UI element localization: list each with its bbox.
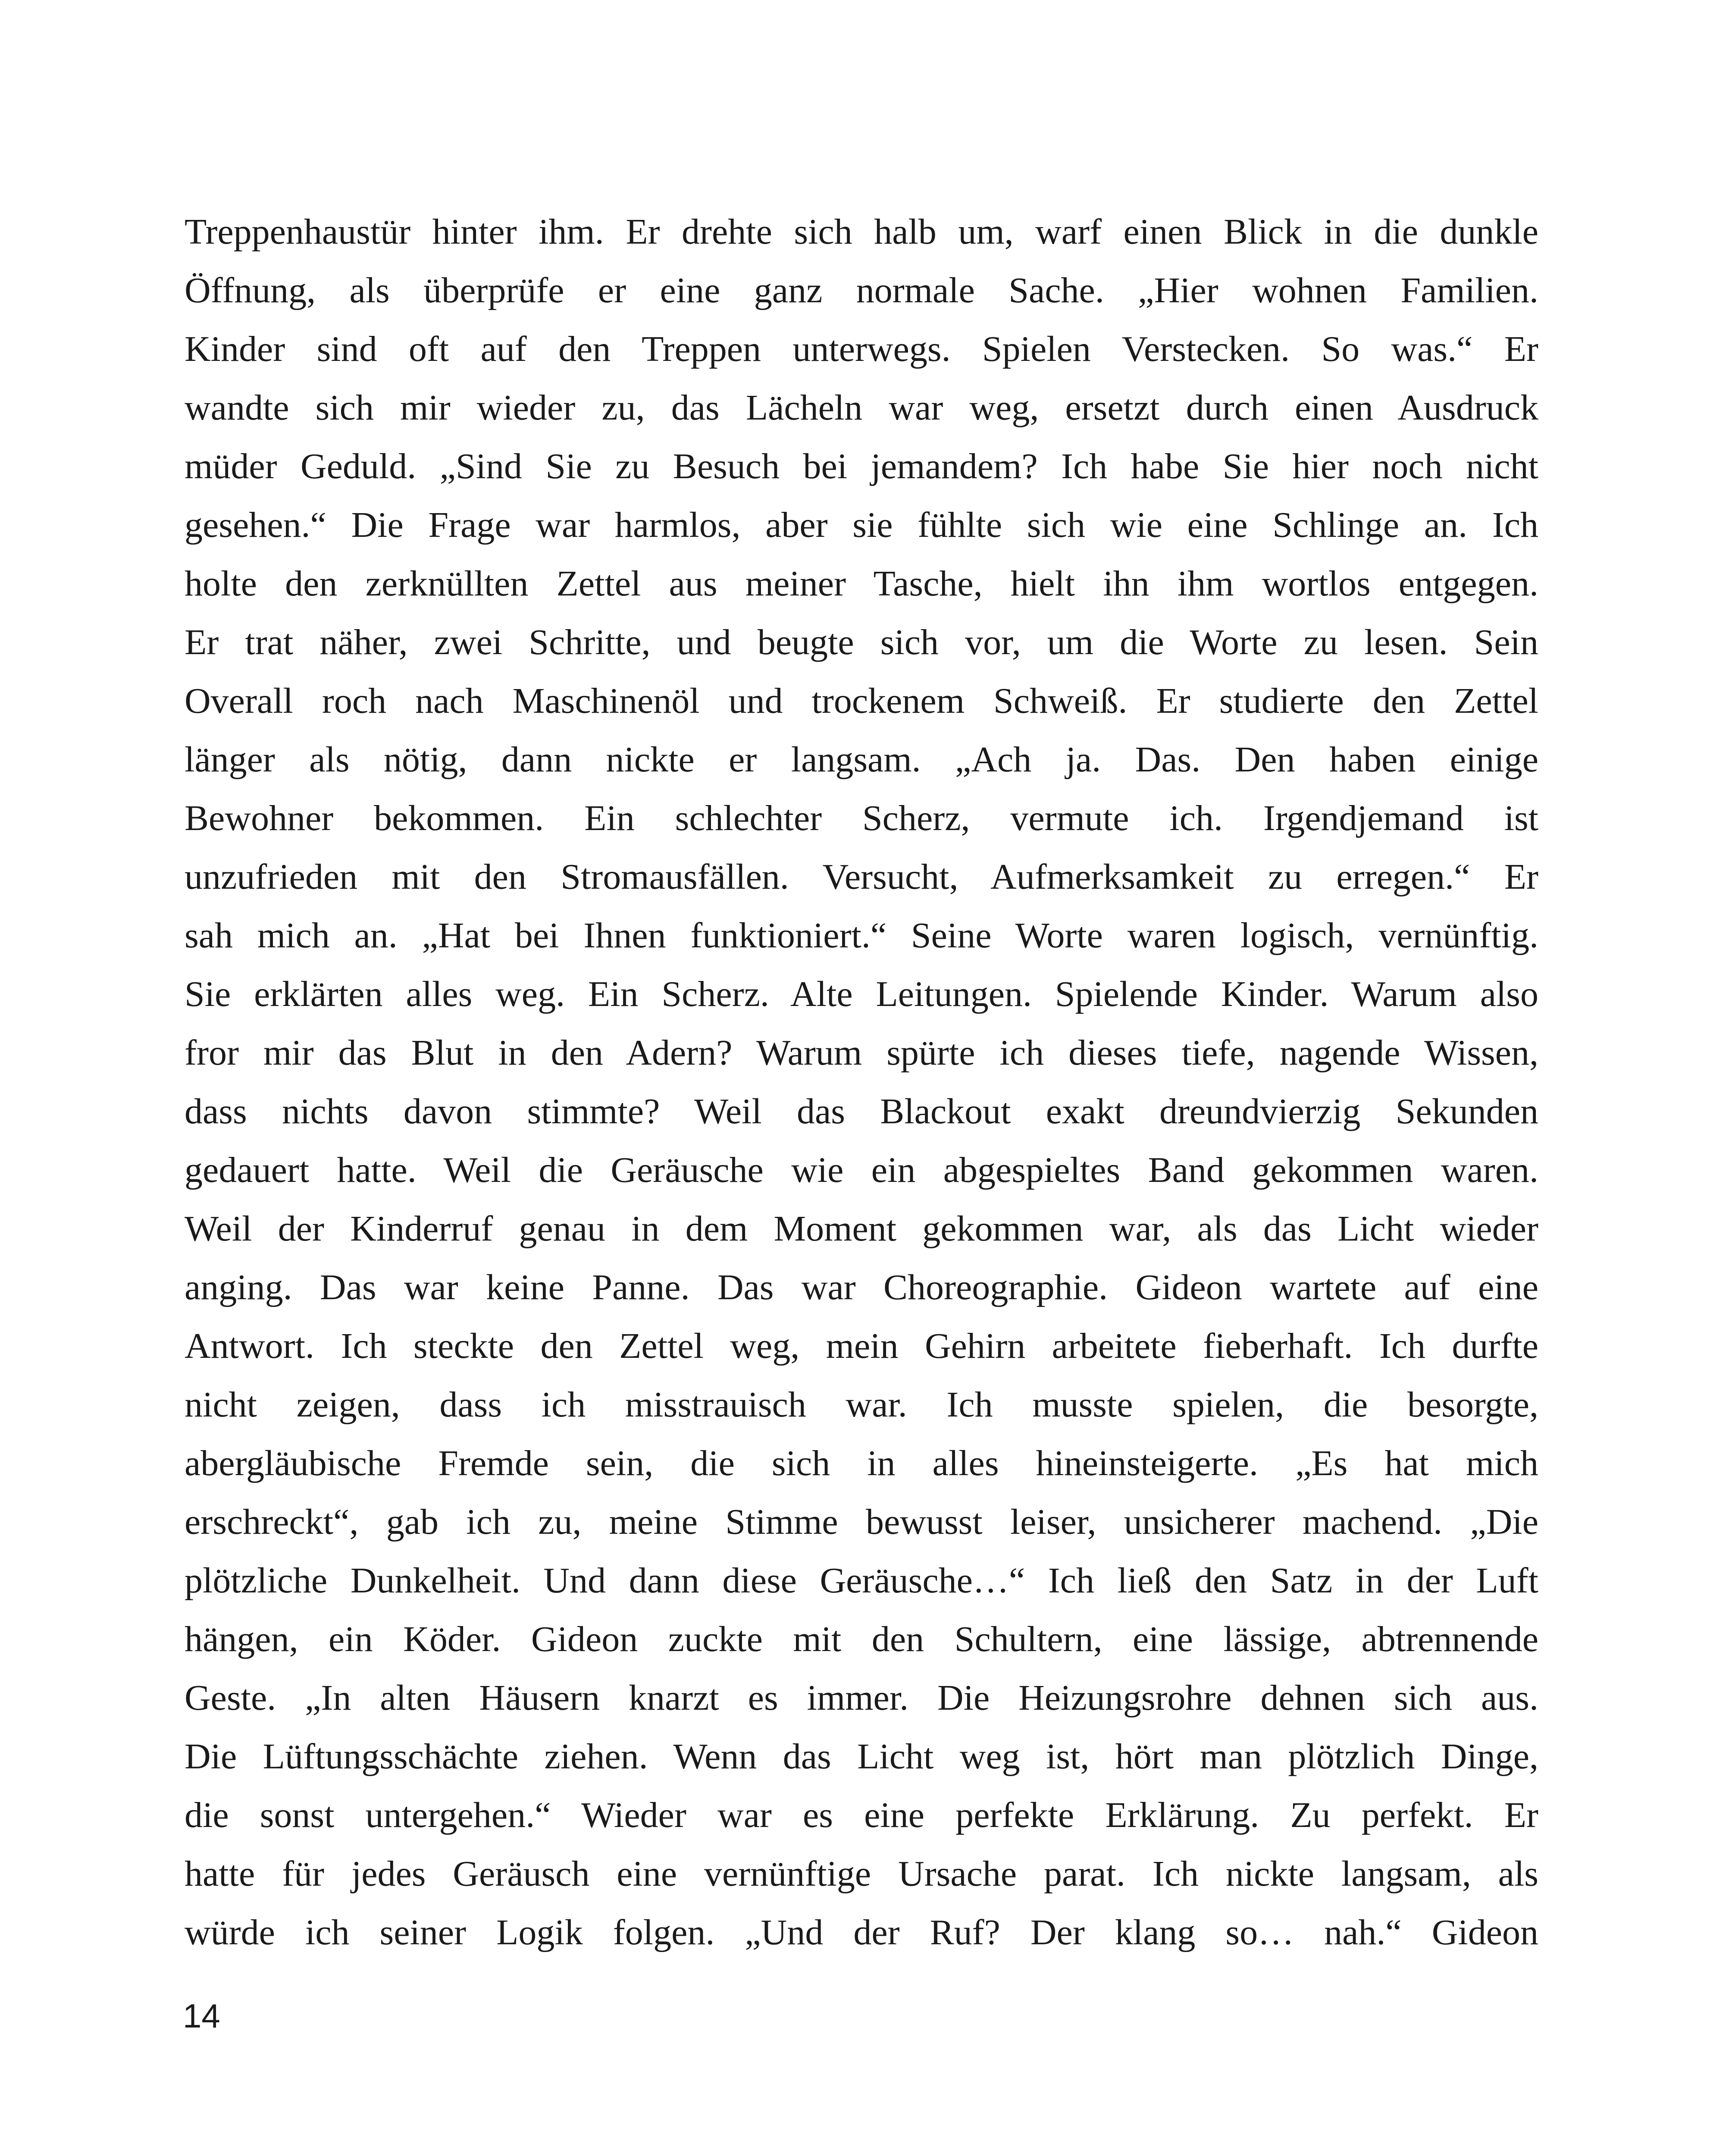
text-line: Kinder sind oft auf den Treppen unterwegs. Spielen Verstecken. So was.“ Er <box>185 329 1538 369</box>
text-line: anging. Das war keine Panne. Das war Choreographie. Gideon wartete auf eine <box>185 1267 1538 1307</box>
text-line: Antwort. Ich steckte den Zettel weg, mein Gehirn arbeitete fieberhaft. Ich durfte <box>185 1326 1538 1366</box>
text-line: müder Geduld. „Sind Sie zu Besuch bei jemandem? Ich habe Sie hier noch nicht <box>185 446 1538 486</box>
text-line: gesehen.“ Die Frage war harmlos, aber sie fühlte sich wie eine Schlinge an. Ich <box>185 505 1538 545</box>
text-line: Öffnung, als überprüfe er eine ganz normale Sache. „Hier wohnen Familien. <box>185 270 1538 310</box>
text-line: holte den zerknüllten Zettel aus meiner Tasche, hielt ihn ihm wortlos entgegen. <box>185 564 1538 604</box>
text-line: dass nichts davon stimmte? Weil das Blackout exakt dreundvierzig Sekunden <box>185 1091 1538 1131</box>
page-number: 14 <box>183 1997 220 2035</box>
text-line: unzufrieden mit den Stromausfällen. Versucht, Aufmerksamkeit zu erregen.“ Er <box>185 857 1538 897</box>
text-line: Treppenhaustür hinter ihm. Er drehte sich halb um, warf einen Blick in die dunkle <box>185 212 1538 252</box>
text-line: abergläubische Fremde sein, die sich in alles hineinsteigerte. „Es hat mich <box>185 1443 1538 1483</box>
text-line: länger als nötig, dann nickte er langsam. „Ach ja. Das. Den haben einige <box>185 740 1538 780</box>
text-line: plötzliche Dunkelheit. Und dann diese Geräusche…“ Ich ließ den Satz in der Luft <box>185 1561 1538 1601</box>
text-line: Weil der Kinderruf genau in dem Moment gekommen war, als das Licht wieder <box>185 1209 1538 1249</box>
text-line: Die Lüftungsschächte ziehen. Wenn das Licht weg ist, hört man plötzlich Dinge, <box>185 1736 1538 1777</box>
text-line: würde ich seiner Logik folgen. „Und der Ruf? Der klang so… nah.“ Gideon <box>185 1912 1538 1952</box>
text-line: Overall roch nach Maschinenöl und trockenem Schweiß. Er studierte den Zettel <box>185 681 1538 721</box>
body-text <box>185 203 1538 1962</box>
text-line: sah mich an. „Hat bei Ihnen funktioniert.“ Seine Worte waren logisch, vernünftig. <box>185 915 1538 956</box>
text-line: hatte für jedes Geräusch eine vernünftige Ursache parat. Ich nickte langsam, als <box>185 1854 1538 1894</box>
text-line: Er trat näher, zwei Schritte, und beugte sich vor, um die Worte zu lesen. Sein <box>185 622 1538 662</box>
text-line: hängen, ein Köder. Gideon zuckte mit den Schultern, eine lässige, abtrennende <box>185 1619 1538 1659</box>
text-line: die sonst untergehen.“ Wieder war es eine perfekte Erklärung. Zu perfekt. Er <box>185 1795 1538 1835</box>
text-line: Sie erklärten alles weg. Ein Scherz. Alte Leitungen. Spielende Kinder. Warum also <box>185 974 1538 1014</box>
text-line: wandte sich mir wieder zu, das Lächeln war weg, ersetzt durch einen Ausdruck <box>185 388 1538 428</box>
text-line: Bewohner bekommen. Ein schlechter Scherz, vermute ich. Irgendjemand ist <box>185 798 1538 838</box>
text-line: fror mir das Blut in den Adern? Warum spürte ich dieses tiefe, nagende Wissen, <box>185 1033 1538 1073</box>
text-line: erschreckt“, gab ich zu, meine Stimme bewusst leiser, unsicherer machend. „Die <box>185 1502 1538 1542</box>
text-line: nicht zeigen, dass ich misstrauisch war. Ich musste spielen, die besorgte, <box>185 1385 1538 1425</box>
text-line: gedauert hatte. Weil die Geräusche wie ein abgespieltes Band gekommen waren. <box>185 1150 1538 1190</box>
text-line: Geste. „In alten Häusern knarzt es immer. Die Heizungsrohre dehnen sich aus. <box>185 1678 1538 1718</box>
